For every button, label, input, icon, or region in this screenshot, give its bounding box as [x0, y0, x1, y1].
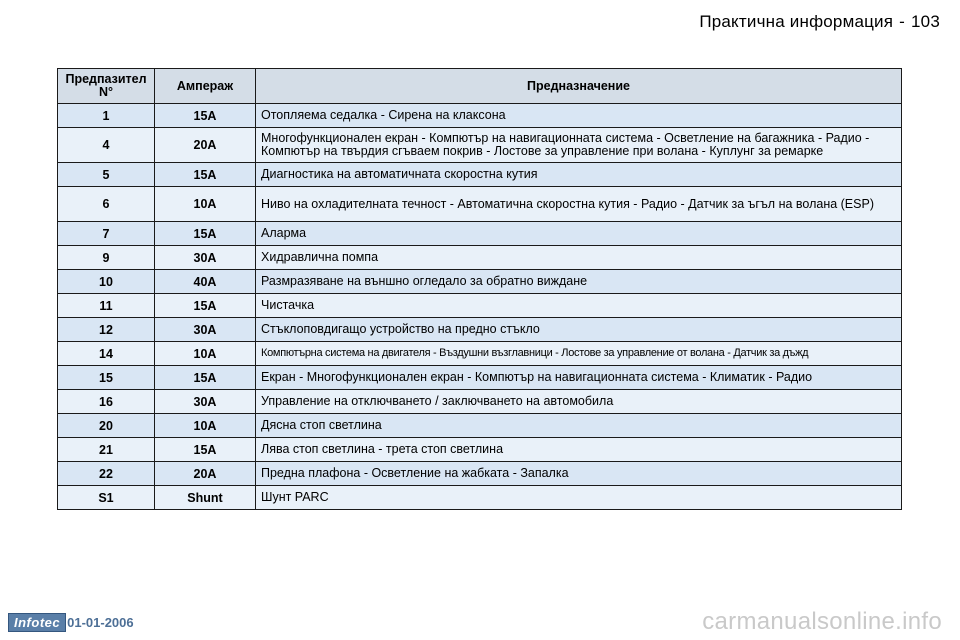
- fuse-purpose: Диагностика на автоматичната скоростна кутия: [256, 163, 902, 187]
- fuse-purpose: Стъклоповдигащо устройство на предно стъкло: [256, 318, 902, 342]
- fuse-purpose: Лява стоп светлина - трета стоп светлина: [256, 438, 902, 462]
- page-header: [699, 12, 940, 32]
- fuse-number: 20: [58, 414, 155, 438]
- table-row: [58, 414, 902, 438]
- fuse-number: 6: [58, 187, 155, 222]
- fuse-number: 22: [58, 462, 155, 486]
- fuse-number: 7: [58, 222, 155, 246]
- fuse-amperage: 15A: [155, 163, 256, 187]
- fuse-purpose: Компютърна система на двигателя - Въздушни възглавници - Лостове за управление от волана - Датчик за дъжд: [256, 342, 902, 366]
- fuse-number: 10: [58, 270, 155, 294]
- fuse-amperage: 20A: [155, 462, 256, 486]
- fuse-amperage: 15A: [155, 104, 256, 128]
- fuse-amperage: 15A: [155, 294, 256, 318]
- fuse-amperage: 15A: [155, 366, 256, 390]
- table-row: [58, 342, 902, 366]
- fuse-purpose: Предна плафона - Осветление на жабката - Запалка: [256, 462, 902, 486]
- table-row: [58, 128, 902, 163]
- table-row: [58, 438, 902, 462]
- fuse-amperage: Shunt: [155, 486, 256, 510]
- fuse-number: 4: [58, 128, 155, 163]
- table-header-row: [58, 69, 902, 104]
- fuse-number: 15: [58, 366, 155, 390]
- fuse-amperage: 15A: [155, 438, 256, 462]
- fuse-table: [57, 68, 902, 510]
- table-row: [58, 246, 902, 270]
- fuse-purpose: Отопляема седалка - Сирена на клаксона: [256, 104, 902, 128]
- page-number: 103: [911, 12, 940, 31]
- column-header-fuse-number: Предпазител N°: [58, 69, 155, 104]
- fuse-number: 5: [58, 163, 155, 187]
- fuse-purpose: Многофункционален екран - Компютър на навигационната система - Осветление на багажника - Радио - Компютър на твърдия сгъваем покрив - Лостове за управление при волана - Куплунг за ремарке: [256, 128, 902, 163]
- footer-logo: [8, 613, 134, 632]
- table-row: [58, 222, 902, 246]
- fuse-amperage: 10A: [155, 414, 256, 438]
- fuse-number: 21: [58, 438, 155, 462]
- fuse-amperage: 30A: [155, 246, 256, 270]
- fuse-purpose: Чистачка: [256, 294, 902, 318]
- table-row: [58, 486, 902, 510]
- fuse-purpose: Хидравлична помпа: [256, 246, 902, 270]
- fuse-number: S1: [58, 486, 155, 510]
- fuse-purpose: Управление на отключването / заключването на автомобила: [256, 390, 902, 414]
- table-row: [58, 187, 902, 222]
- header-separator: -: [899, 12, 906, 31]
- fuse-number: 11: [58, 294, 155, 318]
- edition-date: 01-01-2006: [67, 615, 134, 630]
- fuse-amperage: 30A: [155, 318, 256, 342]
- fuse-number: 16: [58, 390, 155, 414]
- column-header-amperage: Ампераж: [155, 69, 256, 104]
- fuse-number: 1: [58, 104, 155, 128]
- table-row: [58, 318, 902, 342]
- infotec-brand: Infotec: [8, 613, 66, 632]
- table-row: [58, 294, 902, 318]
- fuse-amperage: 40A: [155, 270, 256, 294]
- fuse-number: 9: [58, 246, 155, 270]
- fuse-purpose: Ниво на охладителната течност - Автоматична скоростна кутия - Радио - Датчик за ъгъл на волана (ESP): [256, 187, 902, 222]
- fuse-purpose: Шунт PARC: [256, 486, 902, 510]
- fuse-amperage: 30A: [155, 390, 256, 414]
- table-row: [58, 270, 902, 294]
- fuse-number: 14: [58, 342, 155, 366]
- watermark: carmanualsonline.info: [702, 608, 942, 635]
- table-row: [58, 366, 902, 390]
- fuse-amperage: 20A: [155, 128, 256, 163]
- fuse-purpose: Размразяване на външно огледало за обратно виждане: [256, 270, 902, 294]
- fuse-purpose: Дясна стоп светлина: [256, 414, 902, 438]
- fuse-amperage: 10A: [155, 187, 256, 222]
- table-row: [58, 163, 902, 187]
- fuse-number: 12: [58, 318, 155, 342]
- table-row: [58, 104, 902, 128]
- column-header-purpose: Предназначение: [256, 69, 902, 104]
- fuse-purpose: Екран - Многофункционален екран - Компютър на навигационната система - Климатик - Радио: [256, 366, 902, 390]
- table-row: [58, 390, 902, 414]
- section-title: Практична информация: [699, 12, 894, 31]
- table-row: [58, 462, 902, 486]
- fuse-amperage: 15A: [155, 222, 256, 246]
- fuse-amperage: 10A: [155, 342, 256, 366]
- fuse-purpose: Аларма: [256, 222, 902, 246]
